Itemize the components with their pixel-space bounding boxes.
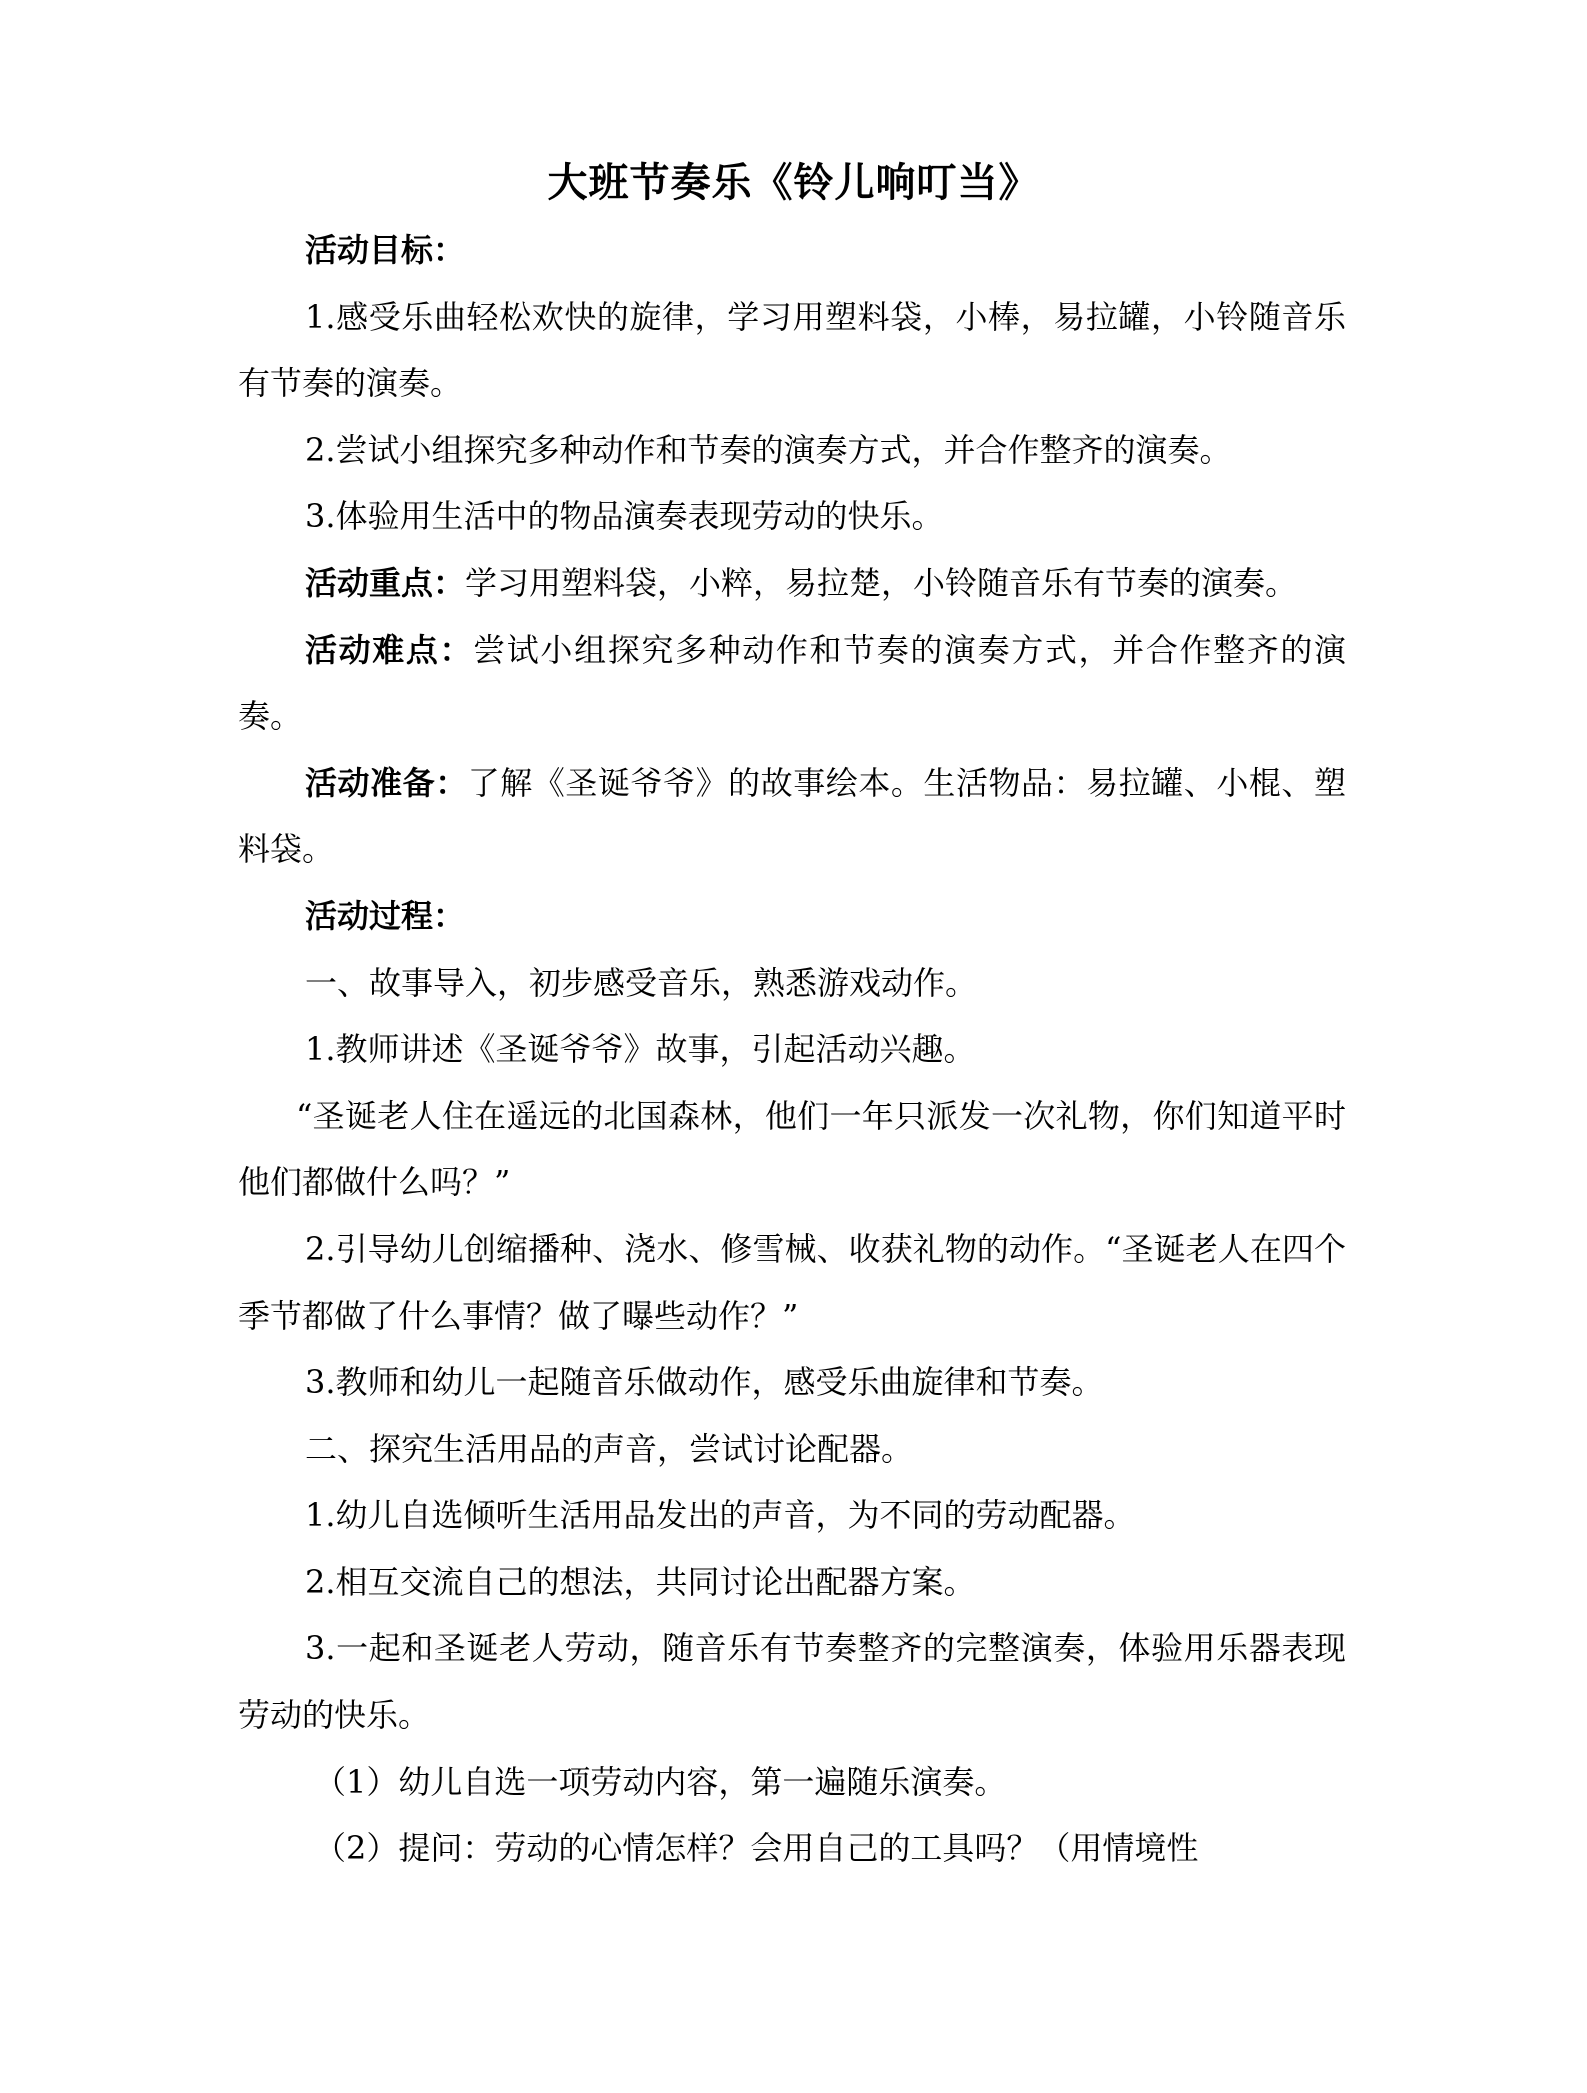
process-part-title: 一、故事导入，初步感受音乐，熟悉游戏动作。 (305, 963, 978, 1002)
document-body (238, 217, 1346, 1882)
process-step: 1.幼儿自选倾听生活用品发出的声音，为不同的劳动配器。 (305, 1496, 1136, 1535)
process-step: 2.相互交流自己的想法，共同讨论出配器方案。 (305, 1562, 976, 1601)
preparation-label: 活动准备： (305, 763, 468, 802)
process-step: 1.教师讲述《圣诞爷爷》故事，引起活动兴趣。 (305, 1030, 976, 1069)
process-step: 2.引导幼儿创缩播种、浇水、修雪械、收获礼物的动作。“圣诞老人在四个季节都做了什么事情？做了曝些动作？” (238, 1229, 1346, 1335)
difficulty-label: 活动难点： (305, 630, 474, 669)
process-substep: （2）提问：劳动的心情怎样？会用自己的工具吗？（用情境性 (314, 1829, 1199, 1868)
process-substep: （1）幼儿自选一项劳动内容，第一遍随乐演奏。 (314, 1762, 1007, 1801)
process-part-title: 二、探究生活用品的声音，尝试讨论配器。 (305, 1429, 914, 1468)
document-title: 大班节奏乐《铃儿响叮当》 (547, 159, 1040, 206)
goal-item: 3.体验用生活中的物品演奏表现劳动的快乐。 (305, 497, 944, 536)
preparation-paragraph (238, 750, 1346, 883)
key-point-paragraph (238, 550, 1346, 617)
key-point-label: 活动重点： (305, 563, 466, 602)
goal-item: 2.尝试小组探究多种动作和节奏的演奏方式，并合作整齐的演奏。 (305, 430, 1232, 469)
goals-heading: 活动目标： (305, 231, 466, 269)
difficulty-text: 尝试小组探究多种动作和节奏的演奏方式，并合作整齐的演奏。 (238, 630, 1346, 736)
preparation-text: 了解《圣诞爷爷》的故事绘本。生活物品：易拉罐、小棍、塑料袋。 (238, 763, 1346, 869)
process-heading: 活动过程： (305, 896, 466, 935)
process-step: 3.一起和圣诞老人劳动，随音乐有节奏整齐的完整演奏，体验用乐器表现劳动的快乐。 (238, 1629, 1346, 1735)
process-step: 3.教师和幼儿一起随音乐做动作，感受乐曲旋律和节奏。 (305, 1363, 1104, 1402)
difficulty-paragraph (238, 617, 1346, 750)
key-point-text: 学习用塑料袋，小粹，易拉楚，小铃随音乐有节奏的演奏。 (465, 563, 1298, 602)
process-step-quote: “圣诞老人住在遥远的北国森林，他们一年只派发一次礼物，你们知道平时他们都做什么吗？” (238, 1096, 1346, 1202)
goal-item: 1.感受乐曲轻松欢快的旋律，学习用塑料袋，小棒，易拉罐，小铃随音乐有节奏的演奏。 (238, 297, 1346, 403)
